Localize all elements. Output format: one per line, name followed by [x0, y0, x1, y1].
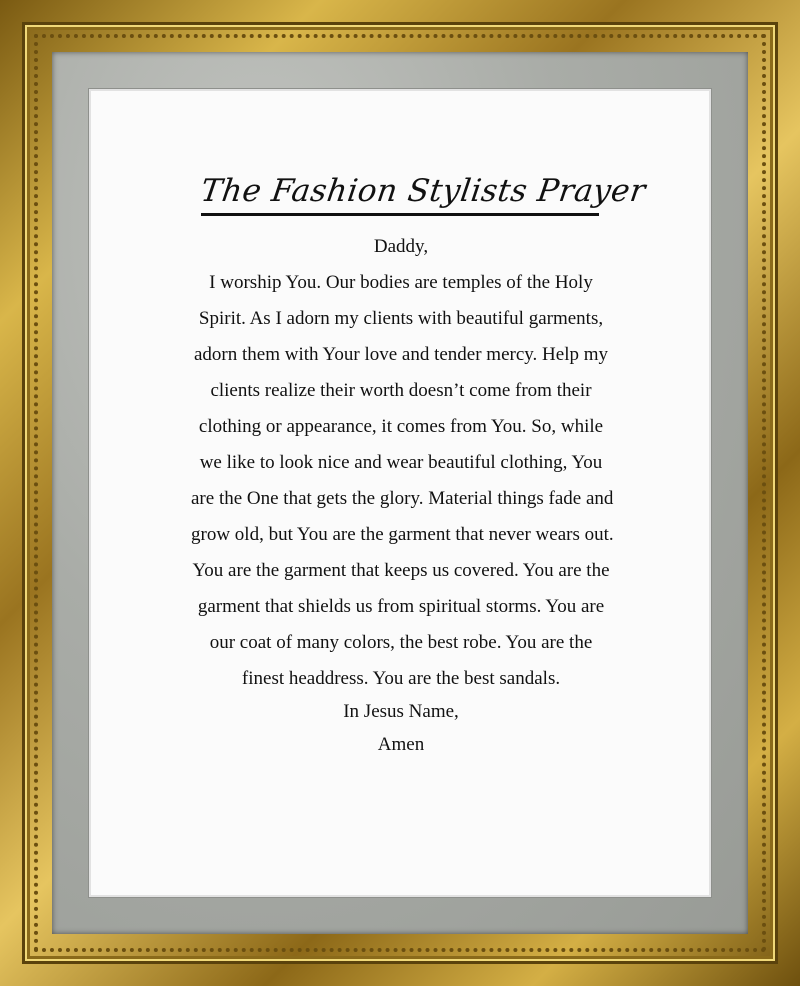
- prayer-line: grow old, but You are the garment that never wears out.: [191, 524, 614, 545]
- prayer-signoff: Amen: [377, 734, 425, 755]
- prayer-line: are the One that gets the glory. Material things fade and: [191, 488, 614, 509]
- prayer-paper: [89, 89, 711, 897]
- title-underline: [201, 213, 599, 216]
- prayer-line: adorn them with Your love and tender mercy. Help my: [193, 344, 609, 365]
- prayer-line: Spirit. As I adorn my clients with beautiful garments,: [198, 308, 604, 329]
- prayer-line: we like to look nice and wear beautiful clothing, You: [199, 452, 603, 473]
- prayer-line: clients realize their worth doesn’t come from their: [210, 380, 592, 401]
- prayer-closing: In Jesus Name,: [343, 701, 459, 722]
- prayer-line: our coat of many colors, the best robe. You are the: [209, 632, 593, 653]
- prayer-body: [191, 229, 614, 763]
- prayer-line: You are the garment that keeps us covered. You are the: [192, 560, 610, 581]
- prayer-line: garment that shields us from spiritual storms. You are: [197, 596, 605, 617]
- prayer-line: clothing or appearance, it comes from You. So, while: [198, 416, 604, 437]
- title-container: [198, 173, 649, 209]
- prayer-title: The Fashion Stylists Prayer: [198, 173, 649, 209]
- prayer-line: finest headdress. You are the best sandals.: [241, 668, 561, 689]
- prayer-greeting: Daddy,: [373, 236, 429, 257]
- prayer-line: I worship You. Our bodies are temples of the Holy: [209, 272, 593, 293]
